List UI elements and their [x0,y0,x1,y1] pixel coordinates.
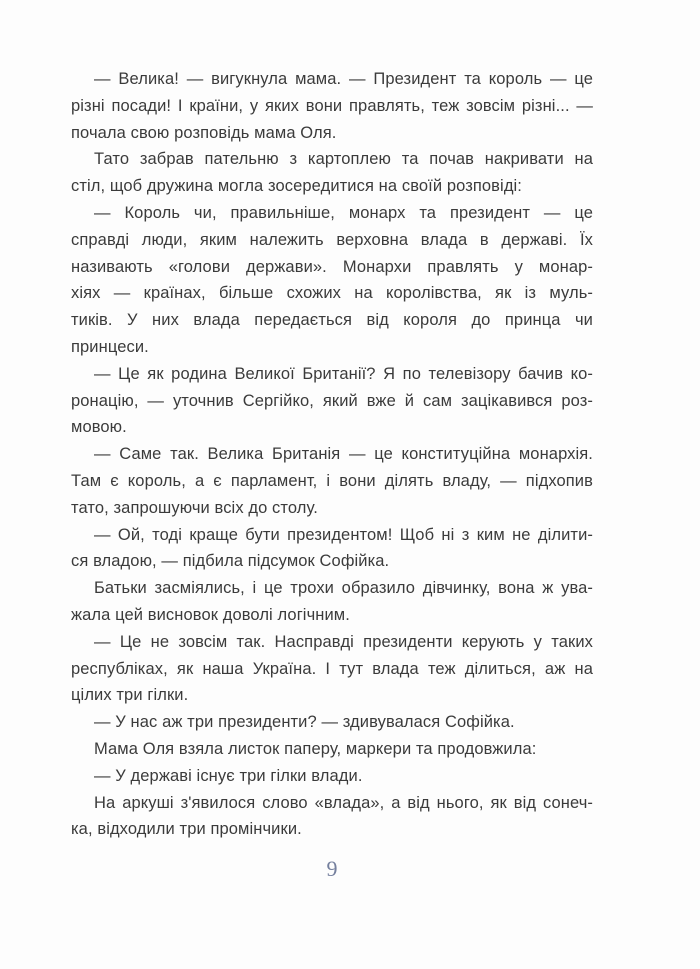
text-line: цілих три гілки. [71,686,189,705]
text-line: різні посади! І країни, у яких вони правлять, теж зовсім різні... — [71,96,593,115]
text-line: тато, запрошуючи всіх до столу. [71,498,318,517]
paragraph [71,763,593,790]
page-number: 9 [326,856,338,881]
text-line: — Це не зовсім так. Насправді президенти керують у таких [94,632,593,651]
paragraph [71,361,593,441]
text-line: — У державі існує три гілки влади. [94,766,363,785]
text-block [71,66,593,843]
text-line: мовою. [71,418,127,437]
text-line: Там є король, а є парламент, і вони ділять владу, — підхопив [71,471,593,490]
text-line: стіл, щоб дружина могла зосередитися на своїй розповіді: [71,177,522,196]
text-line: ронацію, — уточнив Сергійко, який вже й сам зацікавився роз- [71,391,593,410]
text-line: — Це як родина Великої Британії? Я по телевізору бачив ко- [94,364,593,383]
text-line: — Саме так. Велика Британія — це конституційна монархія. [94,445,593,464]
paragraph [71,200,593,361]
text-line: тиків. У них влада передається від короля до принца чи [71,311,593,330]
text-line: називають «голови держави». Монархи правлять у монар- [71,257,593,276]
text-line: ка, відходили три промінчики. [71,820,302,839]
paragraph [71,736,593,763]
text-line: Тато забрав пательню з картоплею та почав накривати на [94,150,593,169]
text-line: принцеси. [71,337,149,356]
paragraph [71,575,593,629]
text-line: хіях — країнах, більше схожих на королівства, як із муль- [71,284,593,303]
paragraph [71,709,593,736]
paragraph [71,66,593,146]
text-line: Батьки засміялись, і це трохи образило дівчинку, вона ж ува- [94,579,593,598]
text-line: — Велика! — вигукнула мама. — Президент та король — це [94,70,593,88]
paragraph [71,522,593,576]
text-line: На аркуші з'явилося слово «влада», а від нього, як від сонеч- [94,793,593,812]
text-line: республіках, як наша Україна. І тут влада теж ділиться, аж на [71,659,593,678]
paragraph [71,629,593,709]
text-line: — Король чи, правильніше, монарх та президент — це [94,203,593,222]
paragraph [71,146,593,200]
text-line: жала цей висновок доволі логічним. [71,605,350,624]
text-line: ся владою, — підбила підсумок Софійка. [71,552,390,571]
paragraph [71,790,593,844]
text-line: справді люди, яким належить верховна влада в державі. Їх [71,230,593,249]
text-line: — У нас аж три президенти? — здивувалася Софійка. [94,713,515,732]
text-line: почала свою розповідь мама Оля. [71,123,337,142]
text-line: — Ой, тоді краще бути президентом! Щоб ні з ким не ділити- [94,525,593,544]
paragraph [71,441,593,521]
text-line: Мама Оля взяла листок паперу, маркери та продовжила: [94,739,537,758]
